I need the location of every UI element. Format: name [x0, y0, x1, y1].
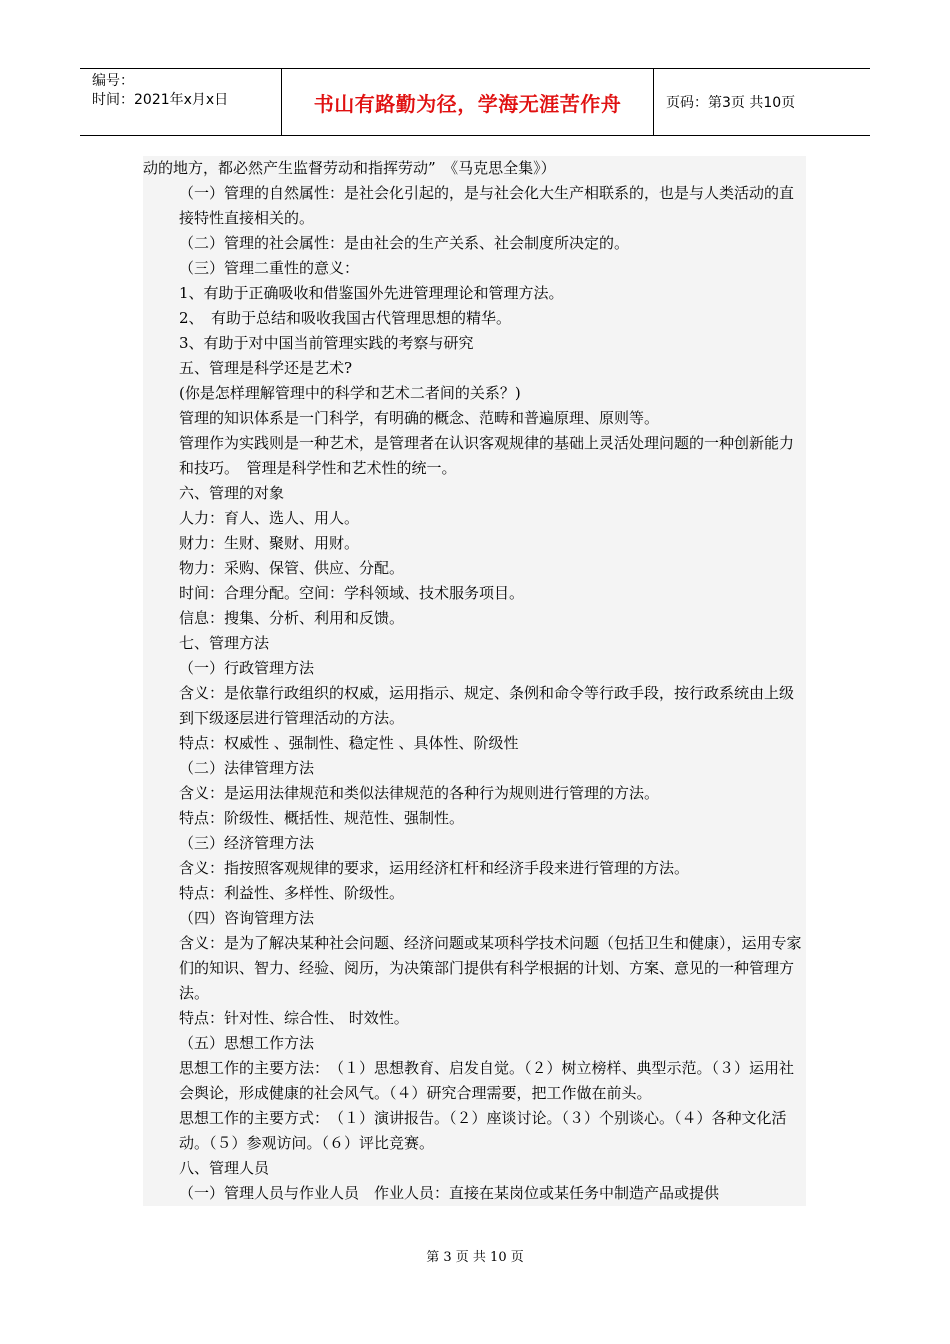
- body-paragraph: 时间：合理分配。空间：学科领域、技术服务项目。: [179, 584, 525, 602]
- body-paragraph: 特点：阶级性、概括性、规范性、强制性。: [179, 809, 465, 827]
- body-paragraph: （四）咨询管理方法: [179, 909, 315, 927]
- body-paragraph: 含义：指按照客观规律的要求，运用经济杠杆和经济手段来进行管理的方法。: [179, 859, 690, 877]
- body-paragraph: 五、管理是科学还是艺术?: [179, 359, 353, 377]
- body-paragraph: （五）思想工作方法: [179, 1034, 315, 1052]
- body-paragraph: 动的地方，都必然产生监督劳动和指挥劳动” 《马克思全集》）: [143, 159, 556, 177]
- body-paragraph: 2、 有助于总结和吸收我国古代管理思想的精华。: [179, 309, 512, 327]
- page-header: [80, 68, 870, 136]
- body-paragraph: 人力：育人、选人、用人。: [179, 509, 360, 527]
- body-paragraph: （三）管理二重性的意义：: [179, 259, 360, 277]
- body-paragraph: 七、管理方法: [179, 634, 270, 652]
- doc-number-label: 编号：: [92, 73, 134, 89]
- body-paragraph: 含义：是依靠行政组织的权威，运用指示、规定、条例和命令等行政手段，按行政系统由上级到下级逐层进行管理活动的方法。: [179, 684, 795, 727]
- body-paragraph: 特点：利益性、多样性、阶级性。: [179, 884, 405, 902]
- body-paragraph: 财力：生财、聚财、用财。: [179, 534, 360, 552]
- body-paragraph: （一）行政管理方法: [179, 659, 315, 677]
- body-paragraph: 物力：采购、保管、供应、分配。: [179, 559, 405, 577]
- page-footer: 第 3 页 共 10 页: [426, 1250, 524, 1265]
- body-paragraph: (你是怎样理解管理中的科学和艺术二者间的关系？): [179, 384, 521, 402]
- header-page-info: 页码：第3页 共10页: [666, 95, 796, 111]
- body-paragraph: （二）法律管理方法: [179, 759, 315, 777]
- body-paragraph: （一）管理的自然属性：是社会化引起的，是与社会化大生产相联系的，也是与人类活动的直接特性直接相关的。: [179, 184, 795, 227]
- body-paragraph: （一）管理人员与作业人员 作业人员：直接在某岗位或某任务中制造产品或提供: [179, 1184, 720, 1202]
- body-paragraph: （三）经济管理方法: [179, 834, 315, 852]
- body-paragraph: 特点：权威性 、强制性、稳定性 、具体性、阶级性: [179, 734, 519, 752]
- body-paragraph: （二）管理的社会属性：是由社会的生产关系、社会制度所决定的。: [179, 234, 630, 252]
- document-body: [143, 156, 806, 1206]
- body-paragraph: 特点：针对性、综合性、 时效性。: [179, 1009, 409, 1027]
- body-paragraph: 含义：是为了解决某种社会问题、经济问题或某项科学技术问题（包括卫生和健康），运用专家们的知识、智力、经验、阅历，为决策部门提供有科学根据的计划、方案、意见的一种管理方法。: [179, 934, 802, 1002]
- date-label: 时间：2021年x月x日: [92, 92, 229, 108]
- body-paragraph: 信息：搜集、分析、利用和反馈。: [179, 609, 405, 627]
- header-meta: [80, 69, 282, 135]
- body-paragraph: 管理作为实践则是一种艺术，是管理者在认识客观规律的基础上灵活处理问题的一种创新能力和技巧。 管理是科学性和艺术性的统一。: [179, 434, 795, 477]
- body-paragraph: 3、有助于对中国当前管理实践的考察与研究: [179, 334, 474, 352]
- body-paragraph: 六、管理的对象: [179, 484, 285, 502]
- body-paragraph: 1、有助于正确吸收和借鉴国外先进管理理论和管理方法。: [179, 284, 564, 302]
- body-paragraph: 管理的知识体系是一门科学，有明确的概念、范畴和普遍原理、原则等。: [179, 409, 660, 427]
- body-paragraph: 思想工作的主要方式： （１）演讲报告。（２）座谈讨论。（３）个别谈心。（４）各种文化活动。（５）参观访问。（６）评比竞赛。: [179, 1109, 787, 1152]
- body-paragraph: 八、管理人员: [179, 1159, 270, 1177]
- header-motto: 书山有路勤为径，学海无涯苦作舟: [282, 69, 654, 135]
- body-paragraph: 含义：是运用法律规范和类似法律规范的各种行为规则进行管理的方法。: [179, 784, 660, 802]
- body-paragraph: 思想工作的主要方法： （１）思想教育、启发自觉。（２）树立榜样、典型示范。（３）运用社会舆论，形成健康的社会风气。（４）研究合理需要，把工作做在前头。: [179, 1059, 795, 1102]
